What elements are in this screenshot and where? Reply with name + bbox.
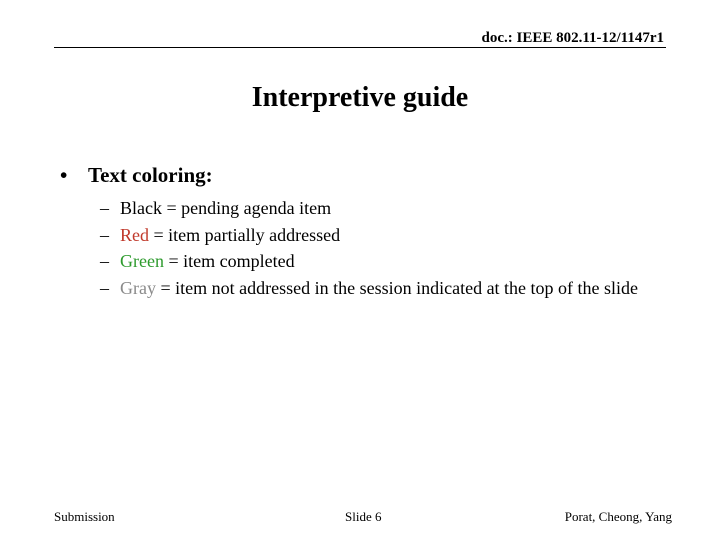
sub-bullet-green bbox=[100, 248, 680, 275]
sub-bullet-text: = item completed bbox=[163, 251, 295, 271]
color-word-red: Red bbox=[120, 224, 149, 245]
dash-marker: – bbox=[100, 224, 109, 245]
color-word-green: Green bbox=[120, 251, 164, 271]
footer-authors: Porat, Cheong, Yang bbox=[564, 509, 672, 524]
sub-bullet-text: = item partially addressed bbox=[149, 224, 341, 245]
sub-bullet-list bbox=[100, 195, 680, 301]
main-bullet-text: Text coloring: bbox=[88, 163, 213, 187]
document-id: doc.: IEEE 802.11-12/1147r1 bbox=[481, 30, 664, 46]
sub-bullet-red bbox=[100, 222, 680, 249]
footer-submission: Submission bbox=[54, 509, 115, 524]
sub-bullet-gray bbox=[100, 275, 680, 302]
footer-slide-number: Slide 6 bbox=[345, 509, 382, 524]
sub-bullet-text: = pending agenda item bbox=[162, 198, 332, 218]
color-word-black: Black bbox=[120, 198, 162, 218]
sub-bullet-text: = item not addressed in the session indicated at the top of the slide bbox=[155, 277, 639, 298]
dash-marker: – bbox=[100, 277, 109, 298]
dash-marker: – bbox=[100, 251, 109, 271]
dash-marker: – bbox=[100, 198, 109, 218]
sub-bullet-black bbox=[100, 195, 680, 222]
header-divider bbox=[54, 47, 666, 48]
color-word-gray: Gray bbox=[120, 277, 156, 298]
slide-title: Interpretive guide bbox=[251, 82, 469, 113]
bullet-marker: • bbox=[60, 163, 68, 187]
main-bullet bbox=[60, 163, 213, 188]
